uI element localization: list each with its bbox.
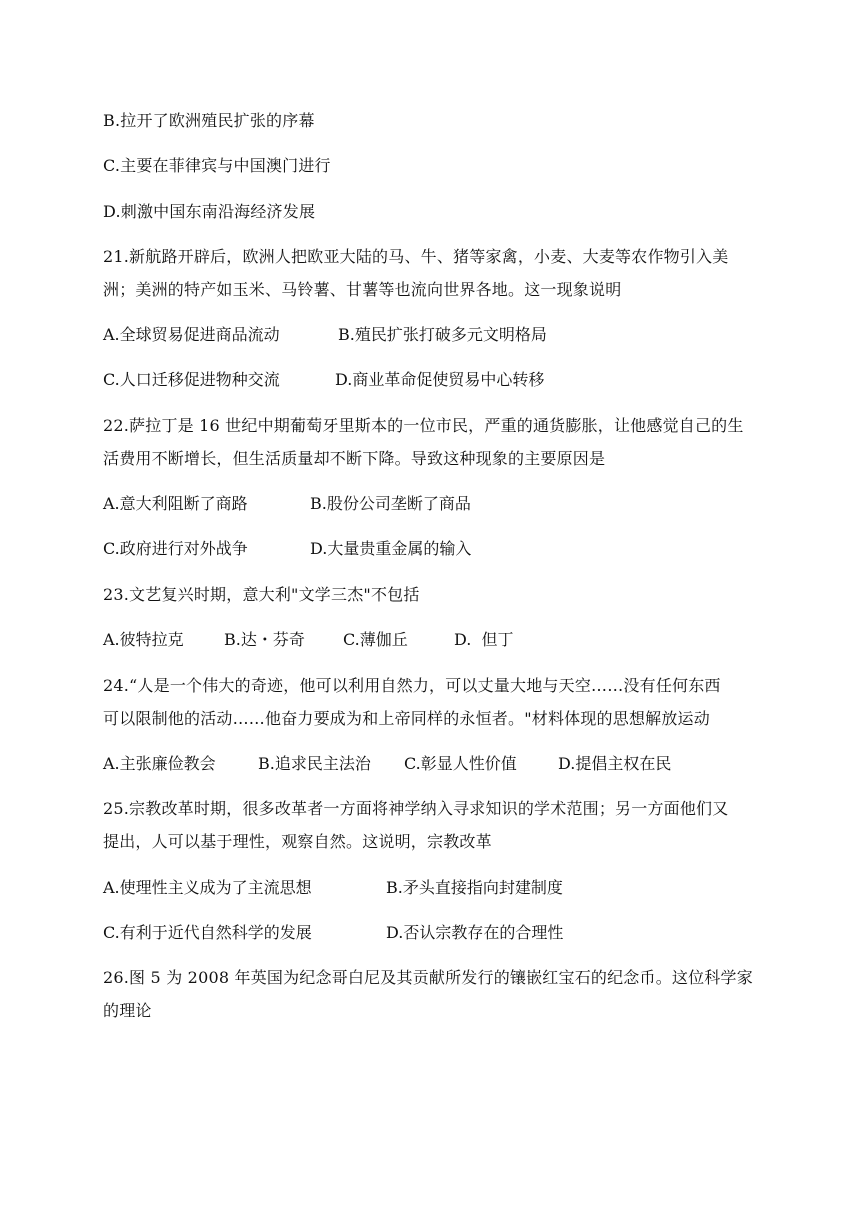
q21-option-c: C.人口迁移促进物种交流: [103, 370, 280, 389]
q20-option-b: B.拉开了欧洲殖民扩张的序幕: [103, 111, 315, 130]
q23-option-d: D. 但丁: [454, 630, 514, 649]
q21-options-row1: [103, 325, 803, 345]
q22-option-c: C.政府进行对外战争: [103, 539, 248, 558]
q23-option-b: B.达・芬奇: [224, 630, 305, 649]
q26-stem-line2: 的理论: [103, 1001, 152, 1020]
q25-options-row2: [103, 923, 803, 943]
q20-option-c: C.主要在菲律宾与中国澳门进行: [103, 156, 331, 175]
q22-options-row1: [103, 494, 803, 514]
q25-option-d: D.否认宗教存在的合理性: [386, 923, 564, 942]
q24-option-d: D.提倡主权在民: [558, 754, 672, 773]
q24-option-c: C.彰显人性价值: [404, 754, 517, 773]
q24-option-b: B.追求民主法治: [258, 754, 371, 773]
q23-options-row: [103, 630, 803, 650]
q23-option-a: A.彼特拉克: [103, 630, 184, 649]
q21-option-a: A.全球贸易促进商品流动: [103, 325, 280, 344]
q25-option-a: A.使理性主义成为了主流思想: [103, 878, 312, 897]
q22-option-b: B.股份公司垄断了商品: [310, 494, 471, 513]
q25-stem-line1: 25.宗教改革时期，很多改革者一方面将神学纳入寻求知识的学术范围；另一方面他们又: [103, 799, 729, 818]
q21-option-b: B.殖民扩张打破多元文明格局: [338, 325, 547, 344]
q25-options-row1: [103, 878, 803, 898]
q24-stem-line2: 可以限制他的活动……他奋力要成为和上帝同样的永恒者。"材料体现的思想解放运动: [103, 709, 710, 728]
q25-option-b: B.矛头直接指向封建制度: [386, 878, 563, 897]
q21-stem-line1: 21.新航路开辟后，欧洲人把欧亚大陆的马、牛、猪等家禽，小麦、大麦等农作物引入美: [103, 247, 729, 266]
q24-stem-line1: 24.“人是一个伟大的奇迹，他可以利用自然力，可以丈量大地与天空……没有任何东西: [103, 676, 721, 695]
q23-stem: 23.文艺复兴时期，意大利"文学三杰"不包括: [103, 585, 420, 604]
q20-option-d: D.刺激中国东南沿海经济发展: [103, 202, 316, 221]
q24-options-row: [103, 754, 803, 774]
q26-stem-line1: 26.图 5 为 2008 年英国为纪念哥白尼及其贡献所发行的镶嵌红宝石的纪念币。这位科学家: [103, 968, 753, 987]
q25-stem-line2: 提出，人可以基于理性，观察自然。这说明，宗教改革: [103, 832, 492, 851]
q21-option-d: D.商业革命促使贸易中心转移: [335, 370, 545, 389]
q22-stem-line2: 活费用不断增长，但生活质量却不断下降。导致这种现象的主要原因是: [103, 449, 606, 468]
q21-options-row2: [103, 370, 803, 390]
q22-option-a: A.意大利阻断了商路: [103, 494, 248, 513]
q22-option-d: D.大量贵重金属的输入: [310, 539, 472, 558]
q25-option-c: C.有利于近代自然科学的发展: [103, 923, 312, 942]
q24-option-a: A.主张廉俭教会: [103, 754, 216, 773]
q21-stem-line2: 洲；美洲的特产如玉米、马铃薯、甘薯等也流向世界各地。这一现象说明: [103, 280, 622, 299]
q22-stem-line1: 22.萨拉丁是 16 世纪中期葡萄牙里斯本的一位市民，严重的通货膨胀，让他感觉自己的生: [103, 416, 744, 435]
q22-options-row2: [103, 539, 803, 559]
q23-option-c: C.薄伽丘: [343, 630, 408, 649]
